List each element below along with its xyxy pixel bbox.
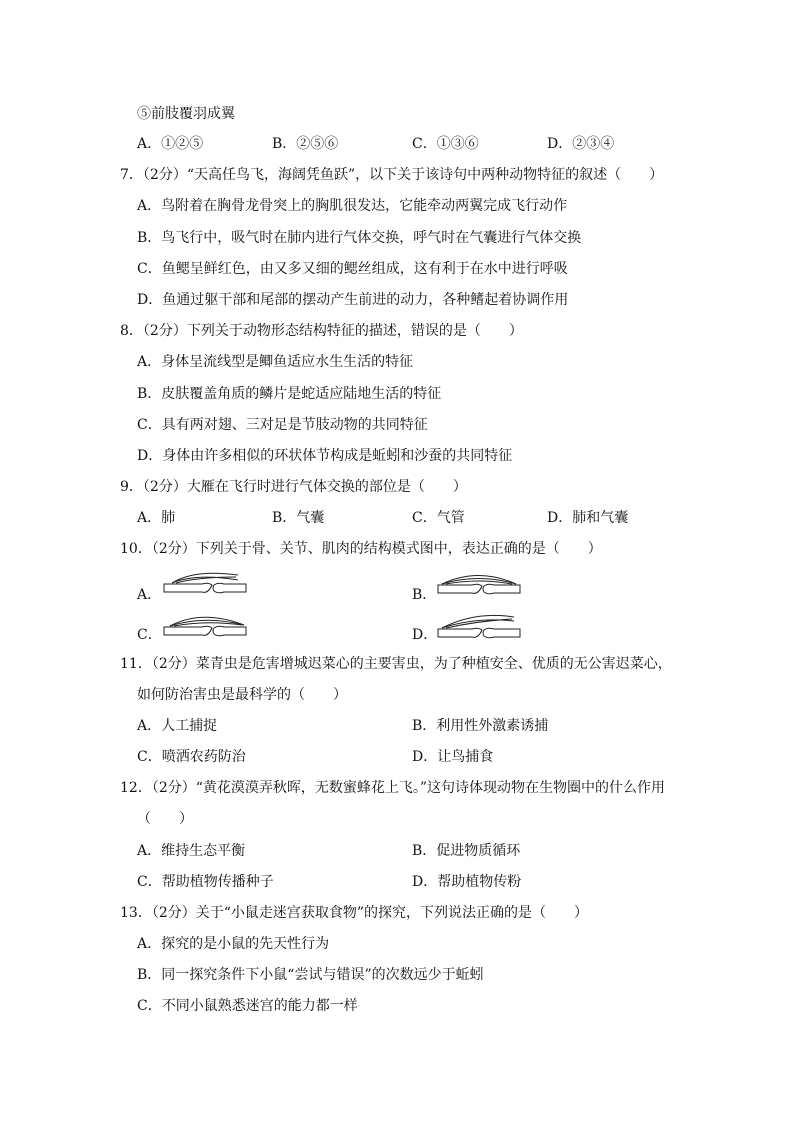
q6-option-a: A．①②⑤ <box>137 136 204 152</box>
bone-right <box>213 583 246 593</box>
q8-option-d: D．身体由许多相似的环状体节构成是蚯蚓和沙蚕的共同特征 <box>137 448 513 464</box>
q7-option-b: B．鸟飞行中，吸气时在肺内进行气体交换，呼气时在气囊进行气体交换 <box>137 230 582 246</box>
q8-option-b: B．皮肤覆盖角质的鳞片是蛇适应陆地生活的特征 <box>137 386 442 402</box>
bone-left <box>164 583 212 592</box>
q10-diagram-d <box>436 611 522 645</box>
q13-option-c: C．不同小鼠熟悉迷宫的能力都一样 <box>137 998 358 1014</box>
q13-option-b: B．同一探究条件下小鼠“尝试与错误”的次数远少于蚯蚓 <box>137 967 484 983</box>
q9-stem: 9．（2分）大雁在飞行时进行气体交换的部位是（ ） <box>120 479 467 495</box>
q12-option-b: B．促进物质循环 <box>412 843 521 859</box>
q11-option-c: C．喷洒农药防治 <box>137 749 246 765</box>
q9-option-d: D．肺和气囊 <box>547 510 629 526</box>
q6-item-5: ⑤前肢覆羽成翼 <box>137 106 235 122</box>
q6-option-d: D．②③④ <box>547 136 615 152</box>
q10-diagram-b <box>436 571 522 605</box>
q10-option-b-label: B． <box>412 587 437 603</box>
q9-option-c: C．气管 <box>412 510 465 526</box>
q9-option-b: B．气囊 <box>272 510 325 526</box>
q10-diagram-a <box>162 571 248 605</box>
q13-stem: 13．（2分）关于“小鼠走迷宫获取食物”的探究，下列说法正确的是（ ） <box>120 905 589 921</box>
q7-option-a: A．鸟附着在胸骨龙骨突上的胸肌很发达，它能牵动两翼完成飞行动作 <box>137 198 568 214</box>
q12-option-c: C．帮助植物传播种子 <box>137 874 274 890</box>
q7-option-d: D．鱼通过躯干部和尾部的摆动产生前进的动力，各种鳍起着协调作用 <box>137 292 569 308</box>
q11-option-b: B．利用性外激素诱捕 <box>412 718 549 734</box>
q8-option-c: C．具有两对翅、三对足是节肢动物的共同特征 <box>137 417 428 433</box>
q11-stem-line-2: 如何防治害虫是最科学的（ ） <box>137 687 347 703</box>
q6-option-b: B．②⑤⑥ <box>272 136 339 152</box>
q8-stem: 8．（2分）下列关于动物形态结构特征的描述，错误的是（ ） <box>120 323 523 339</box>
q8-option-a: A．身体呈流线型是鲫鱼适应水生生活的特征 <box>137 354 414 370</box>
q7-stem: 7．（2分）“天高任鸟飞，海阔凭鱼跃”，以下关于该诗句中两种动物特征的叙述（ ） <box>120 167 664 183</box>
q12-option-d: D．帮助植物传粉 <box>412 874 522 890</box>
q7-option-c: C．鱼鳃呈鲜红色，由又多又细的鳃丝组成，这有利于在水中进行呼吸 <box>137 261 568 277</box>
q10-stem: 10．（2分）下列关于骨、关节、肌肉的结构模式图中，表达正确的是（ ） <box>120 541 602 557</box>
q12-option-a: A．维持生态平衡 <box>137 843 246 859</box>
q11-option-d: D．让鸟捕食 <box>412 749 494 765</box>
q10-option-c-label: C． <box>137 627 162 643</box>
q10-diagram-c <box>162 611 248 645</box>
q10-option-d-label: D． <box>412 627 438 643</box>
q10-option-a-label: A． <box>137 587 162 603</box>
q12-stem-line-2: （ ） <box>137 811 193 827</box>
q12-stem-line-1: 12．（2分）“黄花漠漠弄秋晖，无数蜜蜂花上飞。”这句诗体现动物在生物圈中的什么作用 <box>120 780 666 796</box>
q13-option-a: A．探究的是小鼠的先天性行为 <box>137 936 330 952</box>
q11-stem-line-1: 11．（2分）菜青虫是危害增城迟菜心的主要害虫，为了种植安全、优质的无公害迟菜心， <box>120 656 672 672</box>
q11-option-a: A．人工捕捉 <box>137 718 218 734</box>
q9-option-a: A．肺 <box>137 510 176 526</box>
q6-option-c: C．①③⑥ <box>412 136 479 152</box>
